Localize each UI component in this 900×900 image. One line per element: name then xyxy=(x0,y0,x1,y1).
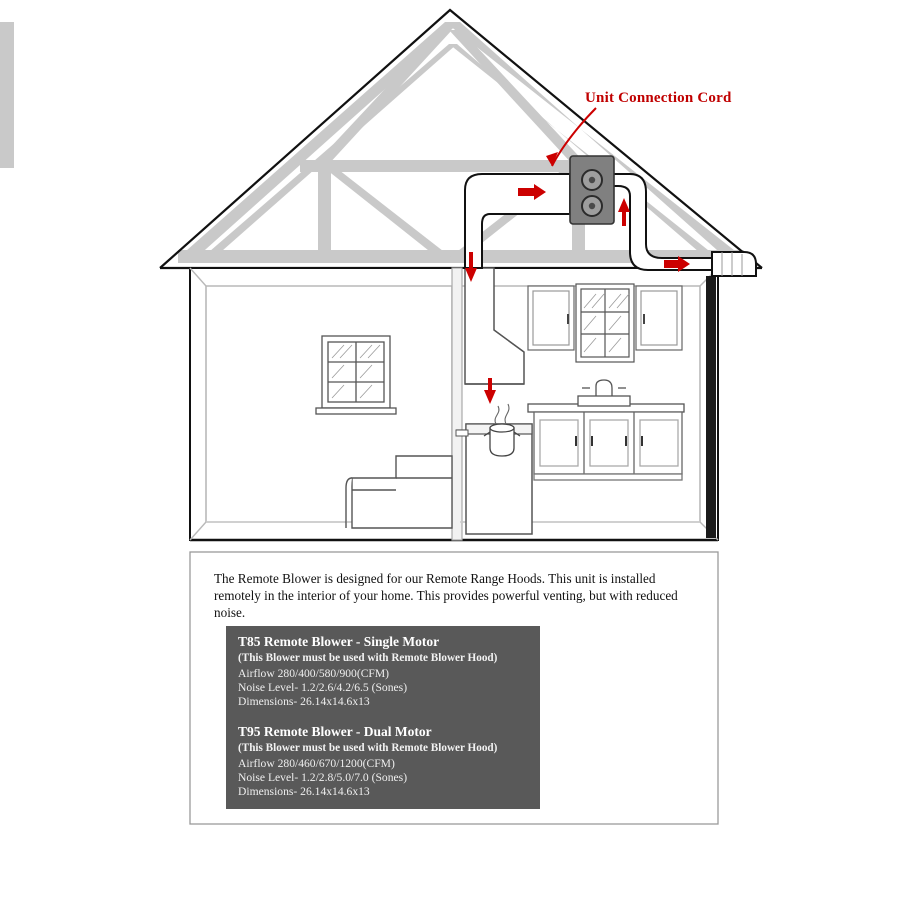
description-paragraph: The Remote Blower is designed for our Remote Range Hoods. This unit is installed remotely in the interior of your home. This provides powerful venting, but with reduced noise. xyxy=(214,571,678,620)
countertop xyxy=(528,404,684,480)
spec-card-noise: Noise Level- 1.2/2.8/5.0/7.0 (Sones) xyxy=(238,771,408,784)
callout-label-unit-connection-cord: Unit Connection Cord xyxy=(585,90,732,106)
spec-card-subtitle: (This Blower must be used with Remote Blower Hood) xyxy=(238,652,498,664)
spec-card-airflow: Airflow 280/460/670/1200(CFM) xyxy=(238,757,395,770)
spec-card-t85 xyxy=(226,626,540,719)
spec-card-subtitle: (This Blower must be used with Remote Blower Hood) xyxy=(238,742,498,754)
remote-blower-unit-icon xyxy=(570,156,614,224)
spec-card-title: T95 Remote Blower - Dual Motor xyxy=(238,724,432,739)
spec-card-airflow: Airflow 280/400/580/900(CFM) xyxy=(238,667,390,680)
spec-card-t95 xyxy=(226,716,540,809)
kitchen-window-icon xyxy=(576,284,634,362)
spec-card-dimensions: Dimensions- 26.14x14.6x13 xyxy=(238,785,370,798)
spec-card-dimensions: Dimensions- 26.14x14.6x13 xyxy=(238,695,370,708)
spec-card-noise: Noise Level- 1.2/2.6/4.2/6.5 (Sones) xyxy=(238,681,408,694)
window-icon xyxy=(316,336,396,414)
spec-card-title: T85 Remote Blower - Single Motor xyxy=(238,634,440,649)
